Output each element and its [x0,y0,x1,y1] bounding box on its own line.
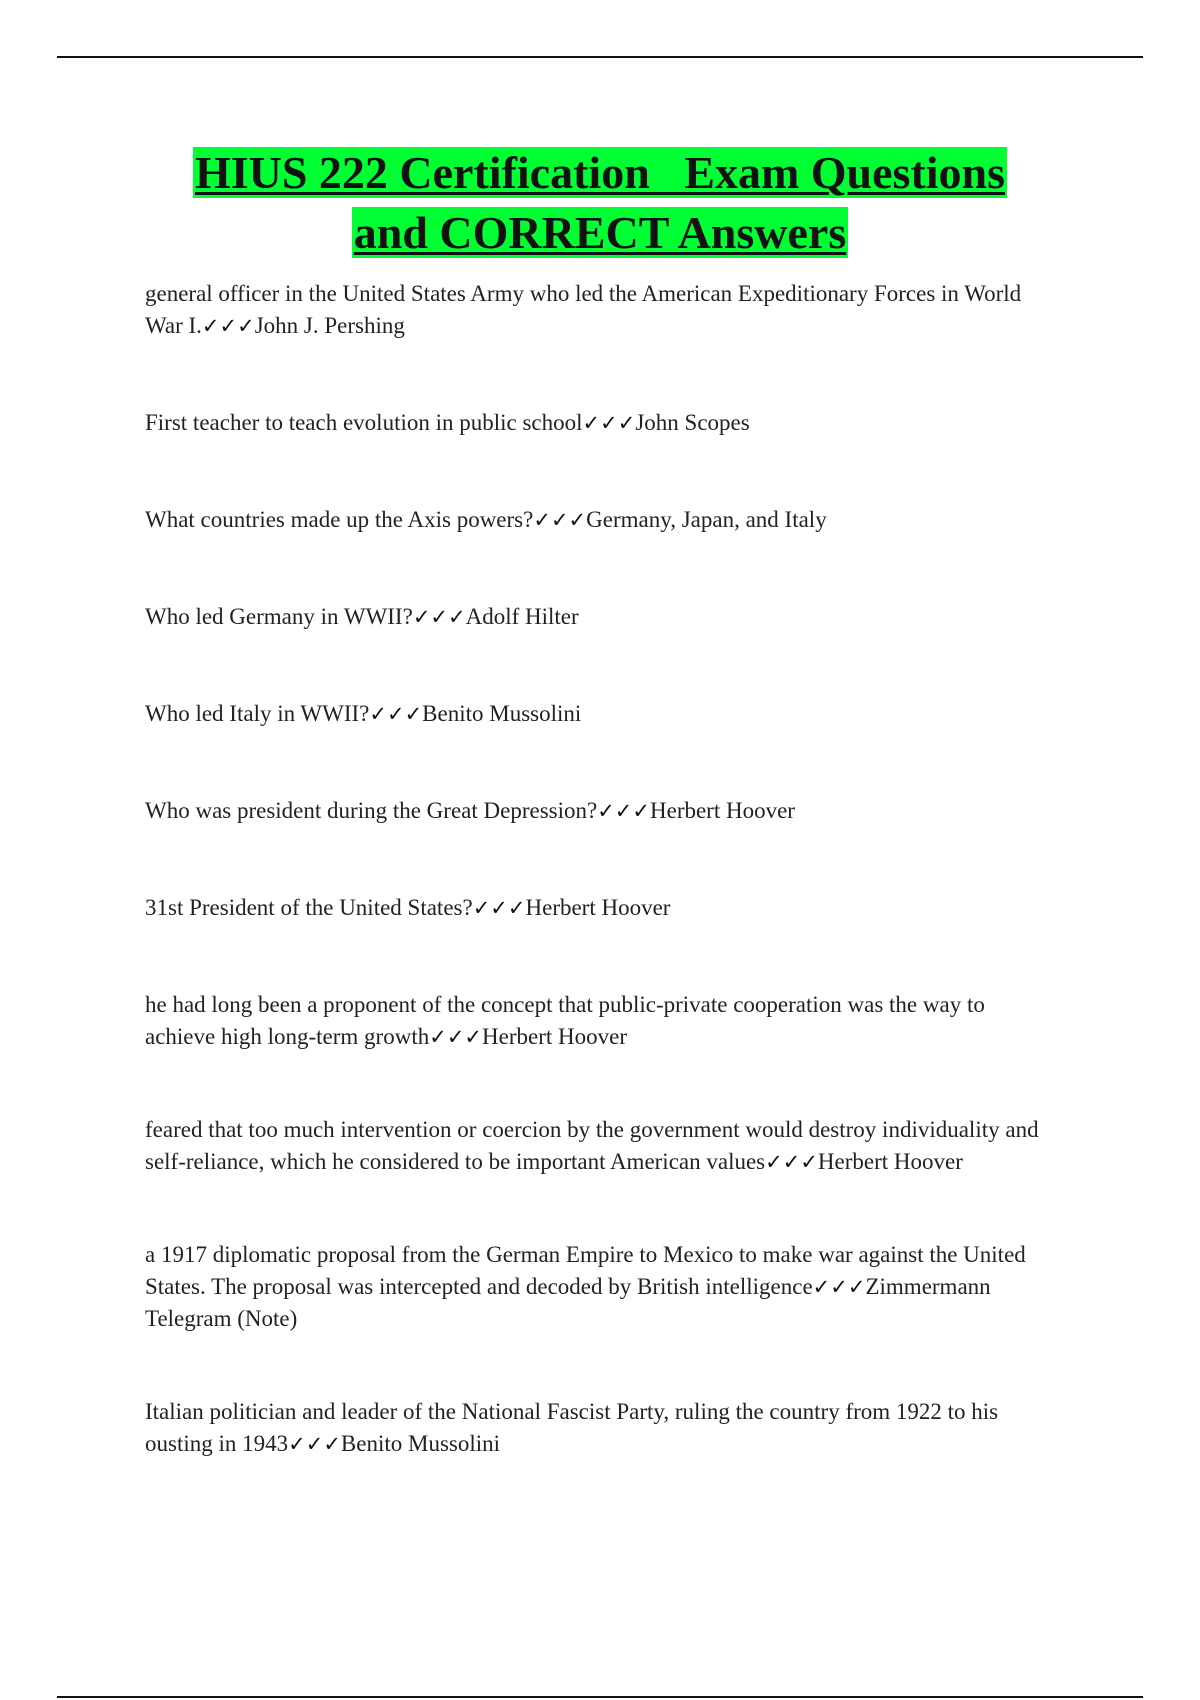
qa-item [145,1114,1060,1178]
checkmark-icon: ✓✓✓ [369,702,423,726]
checkmark-icon: ✓✓✓ [429,1025,483,1049]
qa-item [145,892,1060,924]
checkmark-icon: ✓✓✓ [812,1275,866,1299]
question-text: Who led Germany in WWII? [145,604,413,629]
checkmark-icon: ✓✓✓ [472,896,526,920]
checkmark-icon: ✓✓✓ [533,508,587,532]
answer-text: Adolf Hilter [465,604,579,629]
checkmark-icon: ✓✓✓ [412,605,466,629]
top-rule [57,56,1143,58]
question-text: Who led Italy in WWII? [145,701,370,726]
question-text: First teacher to teach evolution in public school [145,410,583,435]
answer-text: John Scopes [635,410,750,435]
answer-text: John J. Pershing [254,313,405,338]
question-text: he had long been a proponent of the concept that public-private cooperation was the way to achieve high long-term growth [145,992,985,1049]
question-text: Who was president during the Great Depression? [145,798,598,823]
qa-item [145,504,1060,536]
answer-text: Zimmermann Telegram (Note) [145,1274,991,1331]
qa-list [145,278,1060,1525]
checkmark-icon: ✓✓✓ [597,799,650,823]
title-line-1: HIUS 222 Certification Exam Questions [194,147,1006,198]
answer-text: Herbert Hoover [525,895,671,920]
qa-item [145,989,1060,1053]
title-line-2: and CORRECT Answers [353,207,847,258]
checkmark-icon: ✓✓✓ [288,1432,341,1456]
answer-text: Benito Mussolini [422,701,582,726]
answer-text: Benito Mussolini [340,1431,501,1456]
qa-item [145,1239,1060,1335]
question-text: What countries made up the Axis powers? [145,507,534,532]
answer-text: Herbert Hoover [650,798,795,823]
question-text: feared that too much intervention or coercion by the government would destroy individuality and self-reliance, which he considered to be important American values [145,1117,1039,1174]
question-text: general officer in the United States Army who led the American Expeditionary Forces in World War I. [145,281,1022,338]
qa-item [145,698,1060,730]
qa-item [145,601,1060,633]
qa-item [145,407,1060,439]
page-title [0,143,1200,263]
answer-text: Herbert Hoover [482,1024,627,1049]
answer-text: Germany, Japan, and Italy [586,507,827,532]
checkmark-icon: ✓✓✓ [582,411,636,435]
question-text: 31st President of the United States? [145,895,473,920]
answer-text: Herbert Hoover [817,1149,963,1174]
qa-item [145,795,1060,827]
qa-item [145,1396,1060,1460]
bottom-rule [57,1696,1143,1698]
checkmark-icon: ✓✓✓ [765,1150,818,1174]
checkmark-icon: ✓✓✓ [201,314,255,338]
question-text: a 1917 diplomatic proposal from the German Empire to Mexico to make war against the United States. The proposal was intercepted and decoded by British intelligence [145,1242,1026,1299]
question-text: Italian politician and leader of the National Fascist Party, ruling the country from 1922 to his ousting in 1943 [145,1399,999,1456]
qa-item [145,278,1060,342]
